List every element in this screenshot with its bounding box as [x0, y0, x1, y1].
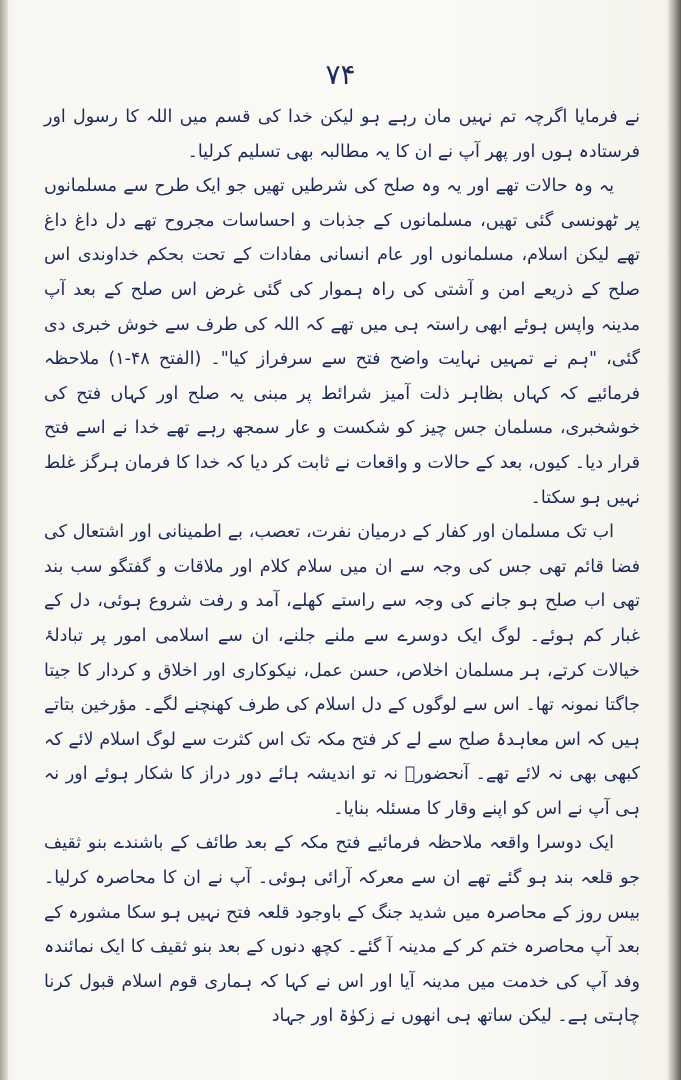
page-number: ۷۴ — [325, 58, 356, 91]
paragraph-1: نے فرمایا اگرچہ تم نہیں مان رہے ہو لیکن خدا کی قسم میں اللہ کا رسول اور فرستادہ ہوں اور پھر آپ نے ان کا یہ مطالبہ بھی تسلیم کرلیا۔ — [44, 107, 640, 162]
page-body-text — [44, 100, 640, 1034]
paragraph-2: یہ وہ حالات تھے اور یہ وہ صلح کی شرطیں تھیں جو ایک طرح سے مسلمانوں پر ٹھونسی گئی تھیں، مسلمانوں کے جذبات و احساسات مجروح تھے دل داغ داغ تھے لیکن اسلام، مسلمانوں اور عام انسانی مفادات کے تحت بحکم خداوندی اس صلح کے ذریعے امن و آشتی کی راہ ہموار کی گئی غرض اس صلح کے بعد آپ مدینہ واپس ہوئے ابھی راستہ ہی میں تھے کہ اللہ کی طرف سے خوش خبری دی گئی، "ہم نے تمہیں نہایت واضح فتح سے سرفراز کیا"۔ (الفتح ۴۸-۱) ملاحظہ فرمائیے کہ کہاں بظاہر ذلت آمیز شرائط پر مبنی یہ صلح اور کہاں فتح کی خوشخبری، مسلمان جس چیز کو شکست و عار سمجھ رہے تھے خدا نے اسے فتح قرار دیا۔ کیوں، بعد کے حالات و واقعات نے ثابت کر دیا کہ خدا کا فرمان ہرگز غلط نہیں ہو سکتا۔ — [44, 176, 640, 508]
paragraph-4: ایک دوسرا واقعہ ملاحظہ فرمائیے فتح مکہ کے بعد طائف کے باشندے بنو ثقیف جو قلعہ بند ہو گئے تھے ان سے معرکہ آرائی ہوئی۔ آپ نے ان کا محاصرہ کرلیا۔ بیس روز کے محاصرہ میں شدید جنگ کے باوجود قلعہ فتح نہیں ہو سکا مشورہ کے بعد آپ محاصرہ ختم کر کے مدینہ آ گئے۔ کچھ دنوں کے بعد بنو ثقیف کا ایک نمائندہ وفد آپ کی خدمت میں مدینہ آیا اور اس نے کہا کہ ہماری قوم اسلام قبول کرنا چاہتی ہے۔ لیکن ساتھ ہی انھوں نے زکوٰۃ اور جہاد — [44, 833, 640, 1027]
paragraph-3: اب تک مسلمان اور کفار کے درمیان نفرت، تعصب، بے اطمینانی اور اشتعال کی فضا قائم تھی جس کی وجہ سے ان میں سلام کلام اور ملاقات و گفتگو سب بند تھی اب صلح ہو جانے کی وجہ سے راستے کھلے، آمد و رفت شروع ہوئی، دل کے غبار کم ہوئے۔ لوگ ایک دوسرے سے ملنے جلنے، ان سے اسلامی امور پر تبادلۂ خیالات کرتے، ہر مسلمان اخلاص، حسن عمل، نیکوکاری اور اخلاق و کردار کا جیتا جاگتا نمونہ تھا۔ اس سے لوگوں کے دل اسلام کی طرف کھنچنے لگے۔ مؤرخین بتاتے ہیں کہ اس معاہدۂ صلح سے لے کر فتح مکہ تک اس کثرت سے لوگ اسلام لائے کہ کبھی بھی نہ لائے تھے۔ آنحضورؐ نہ تو اندیشہ ہائے دور دراز کا شکار ہوئے اور نہ ہی آپ نے اس کو اپنے وقار کا مسئلہ بنایا۔ — [44, 522, 640, 819]
page-binding-edge — [0, 0, 8, 1080]
page-outer-edge — [667, 0, 681, 1080]
